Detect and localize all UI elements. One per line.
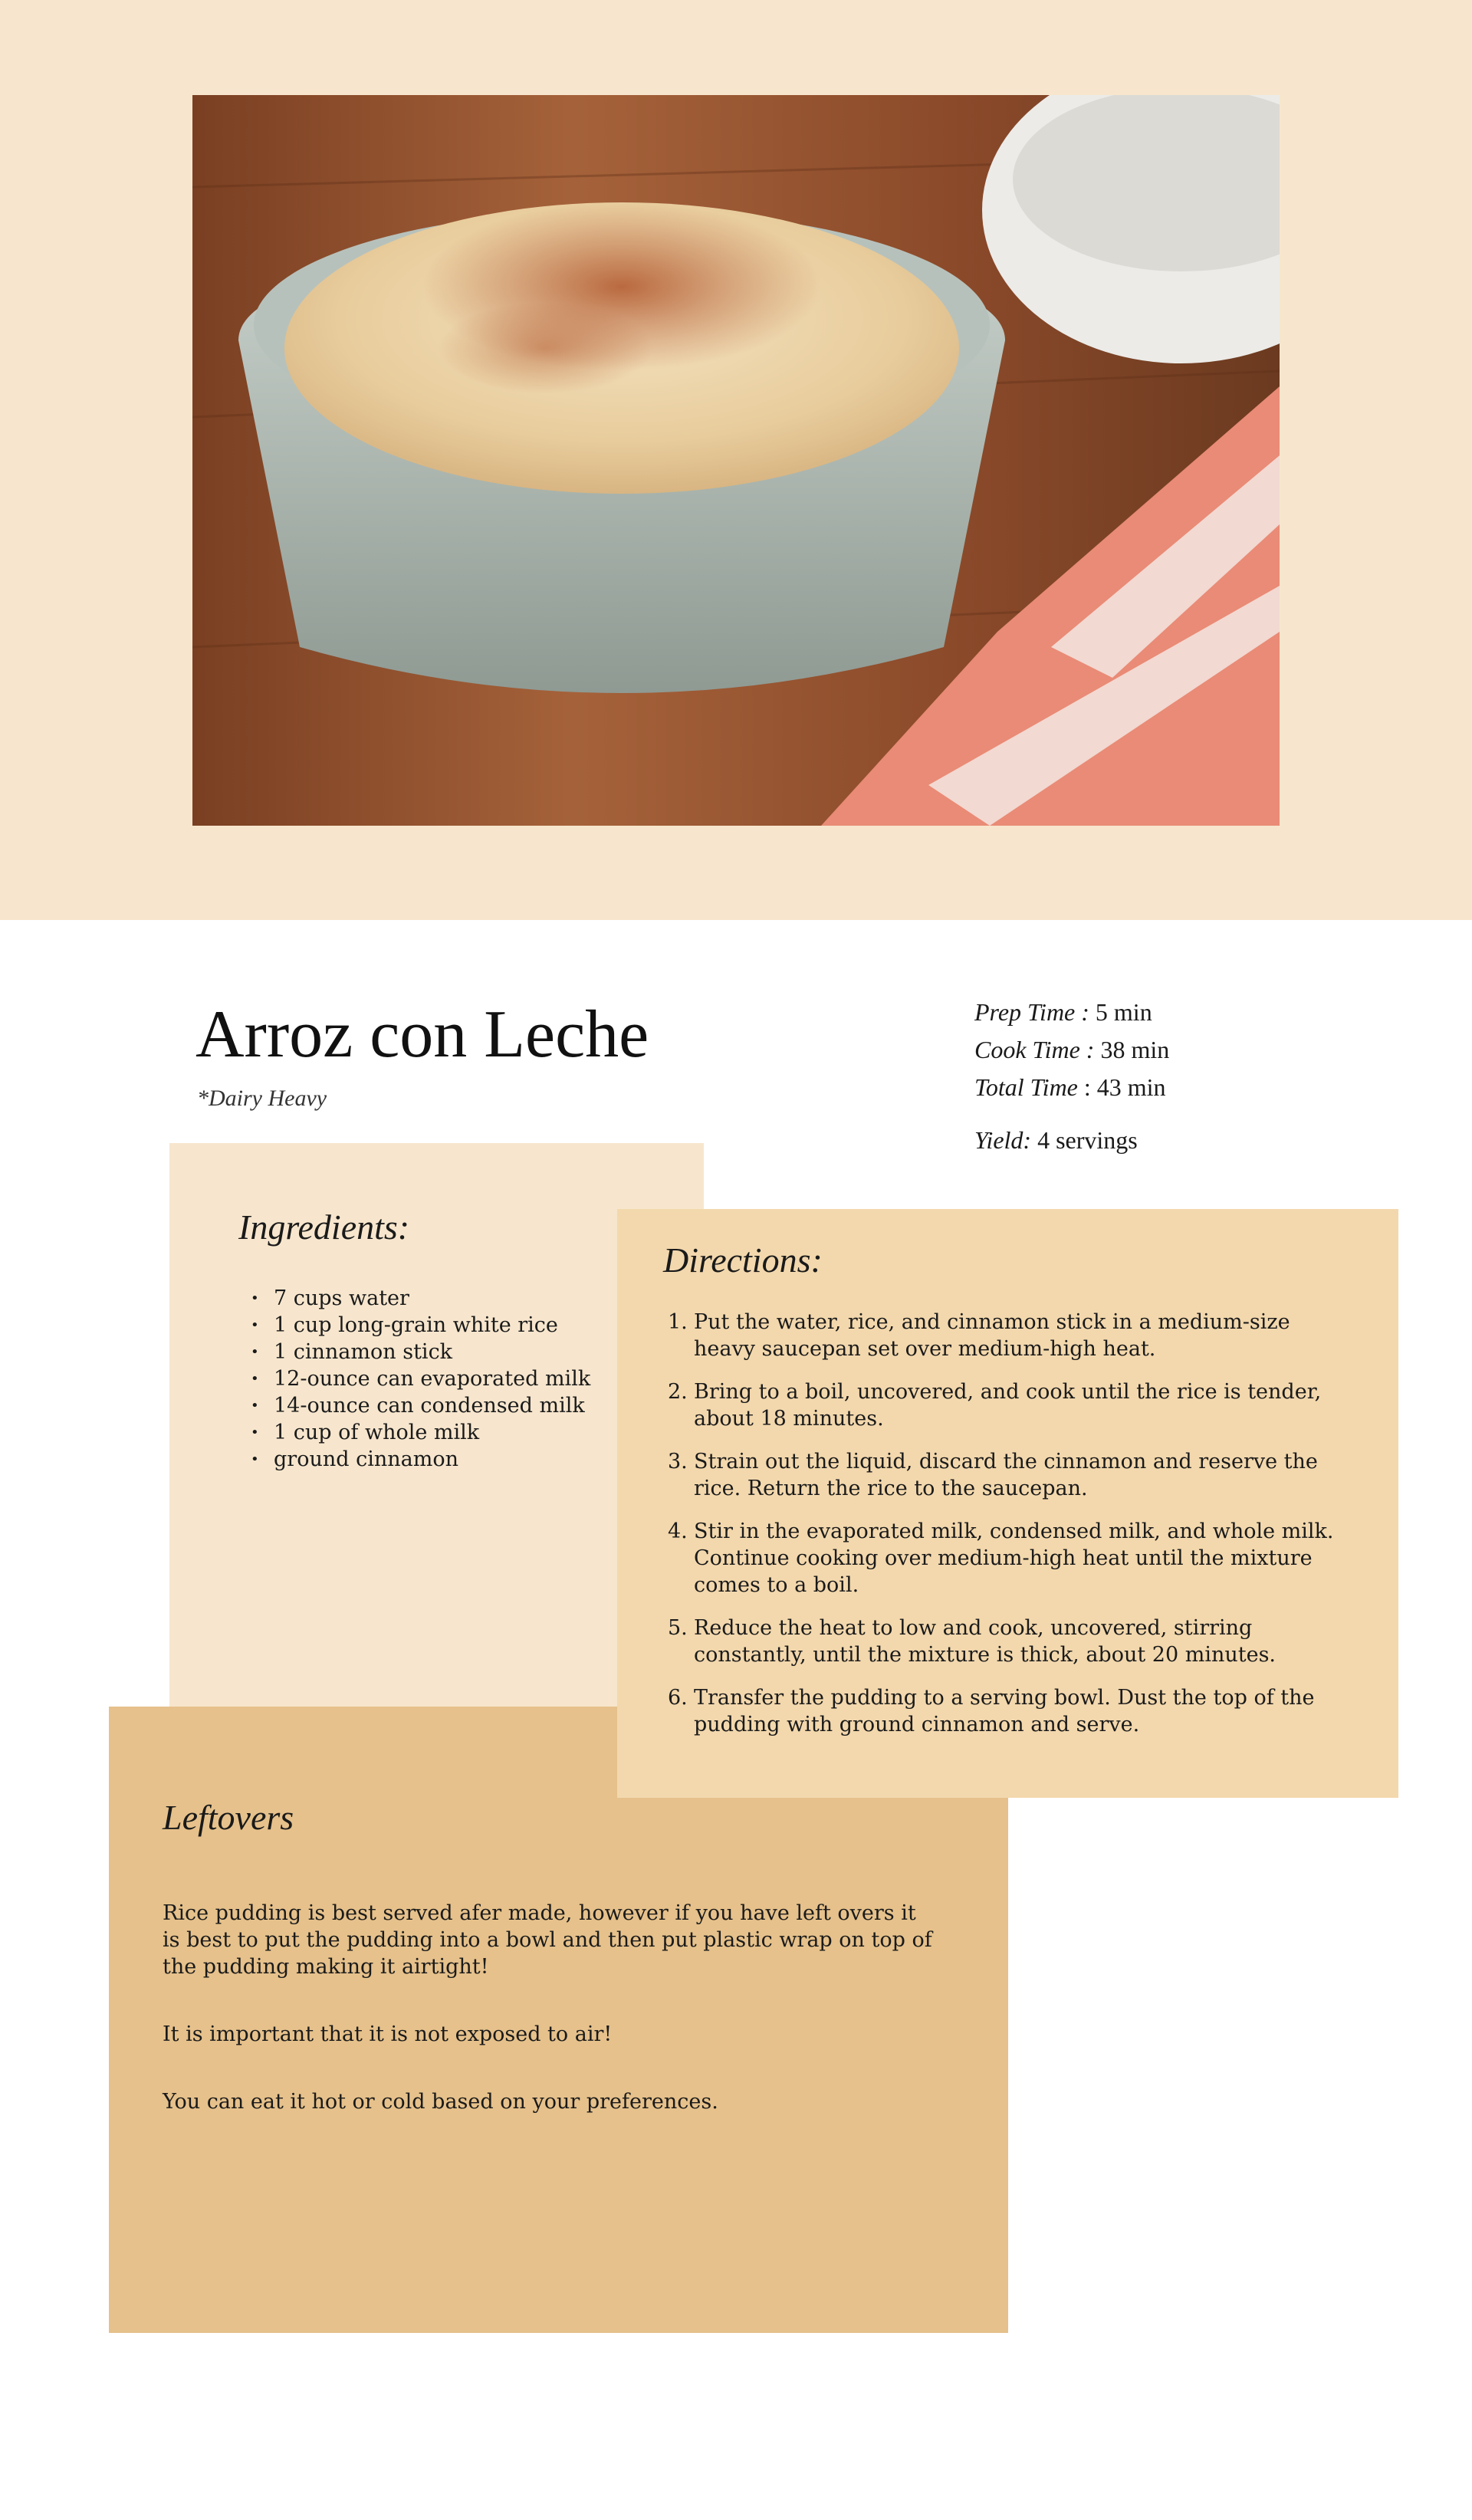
direction-step	[668, 1684, 1346, 1738]
leftovers-paragraph: It is important that it is not exposed to air!	[163, 2022, 613, 2046]
recipe-meta	[974, 994, 1169, 1159]
direction-step	[668, 1518, 1346, 1598]
ingredient-item: • 7 cups water	[274, 1285, 590, 1312]
total-time-value: : 43 min	[1083, 1073, 1166, 1101]
leftovers-heading: Leftovers	[163, 1798, 294, 1837]
leftovers-paragraph: You can eat it hot or cold based on your preferences.	[163, 2090, 718, 2114]
prep-time-value: 5 min	[1095, 998, 1152, 1026]
yield-label: Yield:	[974, 1126, 1032, 1154]
directions-card	[617, 1209, 1398, 1798]
ingredient-item: • 1 cinnamon stick	[274, 1339, 590, 1365]
ingredient-item: • 14-ounce can condensed milk	[274, 1392, 590, 1419]
step-number: 3.	[668, 1450, 688, 1474]
ingredient-item: • ground cinnamon	[274, 1446, 590, 1473]
step-text: Stir in the evaporated milk, condensed milk, and whole milk. Continue cooking over medium-high heat until the mixture comes to a boil.	[694, 1520, 1334, 1597]
leftovers-card	[109, 1707, 1008, 2333]
step-text: Bring to a boil, uncovered, and cook until the rice is tender, about 18 minutes.	[694, 1380, 1322, 1431]
ingredient-item: • 12-ounce can evaporated milk	[274, 1365, 590, 1392]
prep-time-row	[974, 994, 1169, 1031]
recipe-title: Arroz con Leche	[196, 997, 649, 1072]
ingredient-item: • 1 cup long-grain white rice	[274, 1312, 590, 1339]
step-text: Transfer the pudding to a serving bowl. Dust the top of the pudding with ground cinnamon and serve.	[694, 1686, 1315, 1736]
directions-list	[668, 1309, 1346, 1754]
step-number: 2.	[668, 1380, 688, 1404]
leftovers-paragraph: Rice pudding is best served afer made, however if you have left overs it is best to put the pudding into a bowl and then put plastic wrap on top of the pudding making it airtight!	[163, 1901, 932, 1979]
step-text: Strain out the liquid, discard the cinnamon and reserve the rice. Return the rice to the saucepan.	[694, 1450, 1318, 1500]
step-number: 4.	[668, 1520, 688, 1543]
yield-row	[974, 1122, 1169, 1159]
step-number: 6.	[668, 1686, 688, 1710]
recipe-subtitle: *Dairy Heavy	[197, 1086, 327, 1111]
total-time-label: Total Time	[974, 1073, 1078, 1101]
direction-step	[668, 1378, 1346, 1432]
cook-time-label: Cook Time :	[974, 1036, 1095, 1063]
step-number: 5.	[668, 1616, 688, 1640]
direction-step	[668, 1309, 1346, 1362]
yield-value: 4 servings	[1037, 1126, 1138, 1154]
leftovers-body	[163, 1900, 937, 2156]
direction-step	[668, 1615, 1346, 1668]
ingredients-heading: Ingredients:	[238, 1207, 410, 1247]
prep-time-label: Prep Time :	[974, 998, 1089, 1026]
ingredients-list	[274, 1285, 590, 1473]
step-number: 1.	[668, 1310, 688, 1334]
direction-step	[668, 1448, 1346, 1502]
hero-band	[0, 0, 1472, 920]
step-text: Reduce the heat to low and cook, uncovered, stirring constantly, until the mixture is thick, about 20 minutes.	[694, 1616, 1276, 1667]
total-time-row	[974, 1069, 1169, 1106]
directions-heading: Directions:	[663, 1240, 823, 1280]
rice-pudding-illustration	[192, 95, 1280, 826]
rice-pudding-photo	[192, 95, 1280, 826]
ingredient-item: • 1 cup of whole milk	[274, 1419, 590, 1446]
cook-time-row	[974, 1031, 1169, 1069]
cook-time-value: 38 min	[1100, 1036, 1170, 1063]
step-text: Put the water, rice, and cinnamon stick in a medium-size heavy saucepan set over medium-high heat.	[694, 1310, 1290, 1361]
